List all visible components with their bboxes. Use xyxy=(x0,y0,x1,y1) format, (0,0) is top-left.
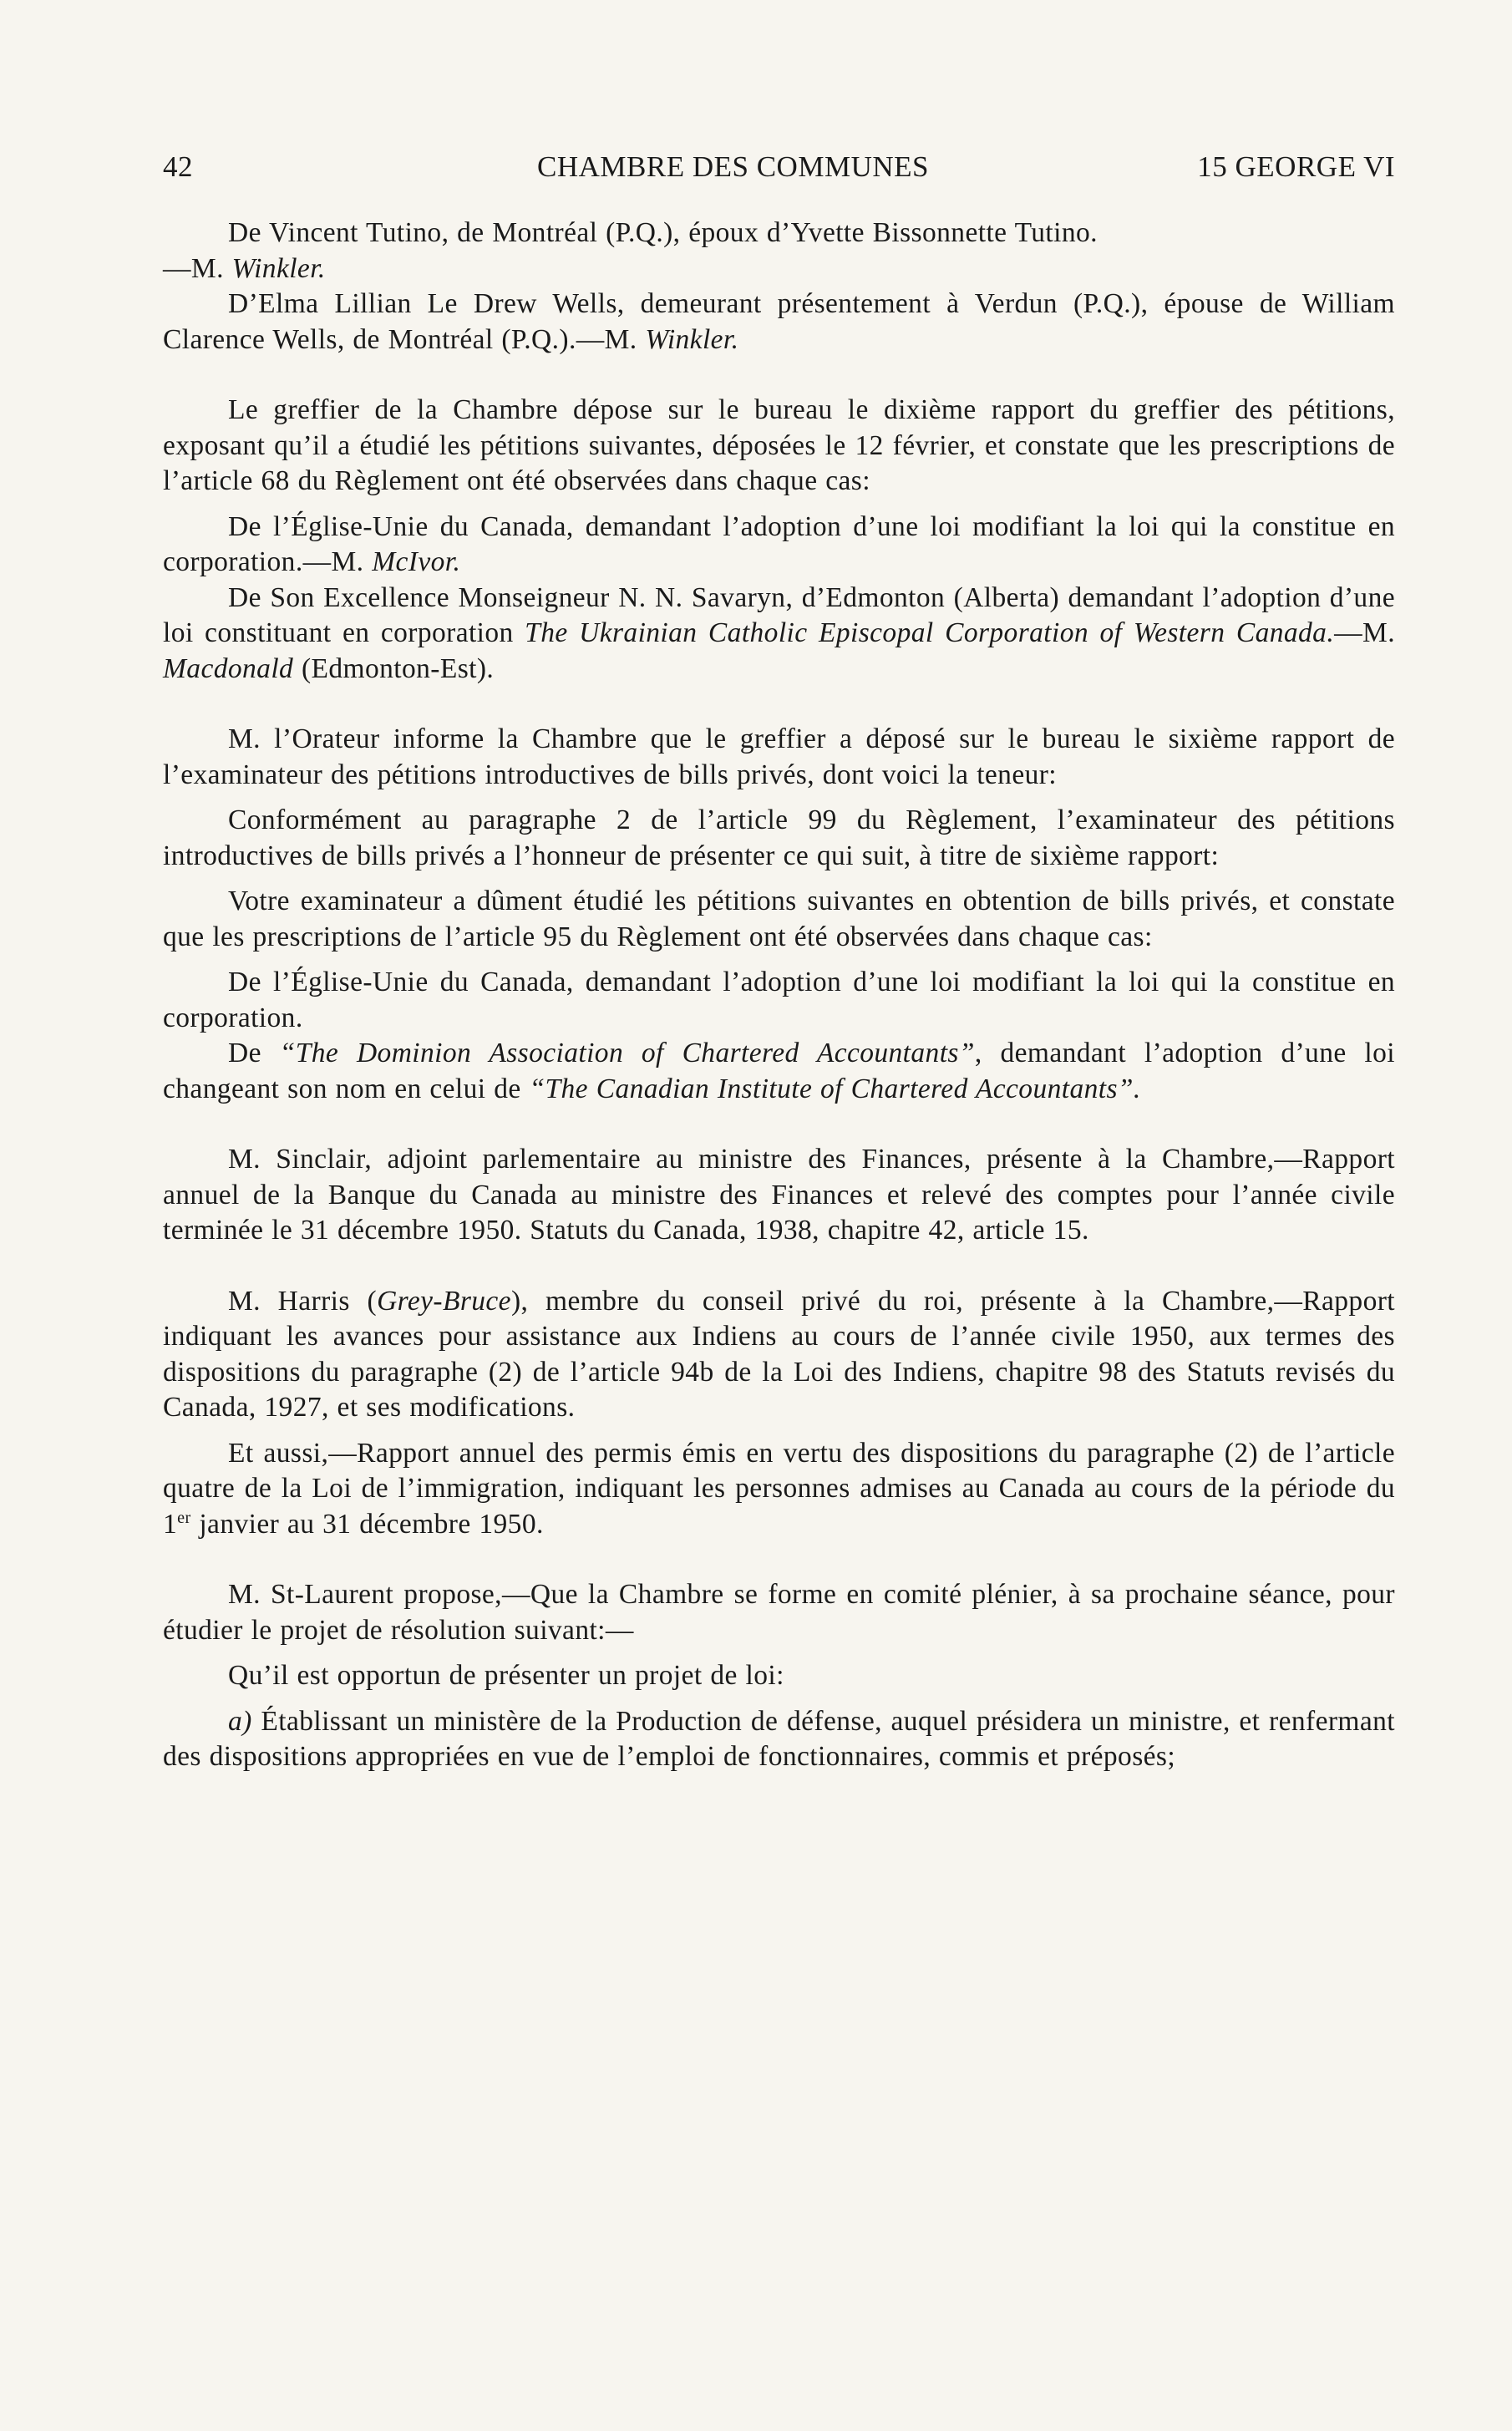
clerk-report-section xyxy=(163,393,1395,687)
petition-entry: De Son Excellence Monseigneur N. N. Savaryn, d’Edmonton (Alberta) demandant l’adoption d’une loi constituant en corporation The Ukrainian Catholic Episcopal Corporation of Western Canada.—M. Macdonald (Edmonton-Est). xyxy=(163,581,1395,684)
resolution-clause: a) Établissant un ministère de la Production de défense, auquel présidera un ministre, et renfermant des dispositions appropriées en vue de l’emploi de fonctionnaires, commis et préposés; xyxy=(163,1705,1395,1772)
petition-entry-sponsor: —M. Winkler. xyxy=(163,252,326,284)
finance-report-section xyxy=(163,1142,1395,1249)
indian-affairs-report-section xyxy=(163,1284,1395,1543)
paragraph: M. St-Laurent propose,—Que la Chambre se forme en comité plénier, à sa prochaine séance, pour étudier le projet de résolution suivant:— xyxy=(163,1579,1395,1646)
paragraph: Conformément au paragraphe 2 de l’article 99 du Règlement, l’examinateur des pétitions introductives de bills privés a l’honneur de présenter ce qui suit, à titre de sixième rapport: xyxy=(163,804,1395,871)
petition-entry: De “The Dominion Association of Chartered Accountants”, demandant l’adoption d’une loi changeant son nom en celui de “The Canadian Institute of Chartered Accountants”. xyxy=(163,1038,1395,1104)
header-regnal-year: 15 GEORGE VI xyxy=(1197,150,1395,183)
paragraph: Et aussi,—Rapport annuel des permis émis en vertu des dispositions du paragraphe (2) de l’article quatre de la Loi de l’immigration, indiquant les personnes admises au Canada au cours de la période du 1er janvier au 31 décembre 1950. xyxy=(163,1437,1395,1540)
examiner-report-section xyxy=(163,722,1395,1107)
paragraph: Le greffier de la Chambre dépose sur le bureau le dixième rapport du greffier des pétitions, exposant qu’il a étudié les pétitions suivantes, déposées le 12 février, et constate que les prescriptions de l’article 68 du Règlement ont été observées dans chaque cas: xyxy=(163,394,1395,496)
petition-entry: D’Elma Lillian Le Drew Wells, demeurant présentement à Verdun (P.Q.), épouse de William Clarence Wells, de Montréal (P.Q.).—M. Winkler. xyxy=(163,288,1395,355)
paragraph: M. Harris (Grey-Bruce), membre du conseil privé du roi, présente à la Chambre,—Rapport indiquant les avances pour assistance aux Indiens au cours de l’année civile 1950, aux termes des dispositions du paragraphe (2) de l’article 94b de la Loi des Indiens, chapitre 98 des Statuts revisés du Canada, 1927, et ses modifications. xyxy=(163,1285,1395,1423)
running-header xyxy=(163,150,1395,200)
motion-section xyxy=(163,1577,1395,1775)
petition-entry: De l’Église-Unie du Canada, demandant l’adoption d’une loi modifiant la loi qui la constitue en corporation. xyxy=(163,967,1395,1033)
paragraph: M. Sinclair, adjoint parlementaire au ministre des Finances, présente à la Chambre,—Rapport annuel de la Banque du Canada au ministre des Finances et relevé des comptes pour l’année civile terminée le 31 décembre 1950. Statuts du Canada, 1938, chapitre 42, article 15. xyxy=(163,1144,1395,1246)
page-number: 42 xyxy=(163,150,193,183)
paragraph: M. l’Orateur informe la Chambre que le greffier a déposé sur le bureau le sixième rapport de l’examinateur des pétitions introductives de bills privés, dont voici la teneur: xyxy=(163,723,1395,790)
paragraph: Votre examinateur a dûment étudié les pétitions suivantes en obtention de bills privés, et constate que les prescriptions de l’article 95 du Règlement ont été observées dans chaque cas: xyxy=(163,886,1395,952)
header-title: CHAMBRE DES COMMUNES xyxy=(537,150,929,183)
petition-entry: De l’Église-Unie du Canada, demandant l’adoption d’une loi modifiant la loi qui la constitue en corporation.—M. McIvor. xyxy=(163,510,1395,577)
paragraph: Qu’il est opportun de présenter un projet de loi: xyxy=(228,1660,784,1691)
petition-entry: De Vincent Tutino, de Montréal (P.Q.), époux d’Yvette Bissonnette Tutino. xyxy=(228,217,1098,248)
document-page xyxy=(163,150,1395,1775)
petitions-received-list xyxy=(163,216,1395,358)
